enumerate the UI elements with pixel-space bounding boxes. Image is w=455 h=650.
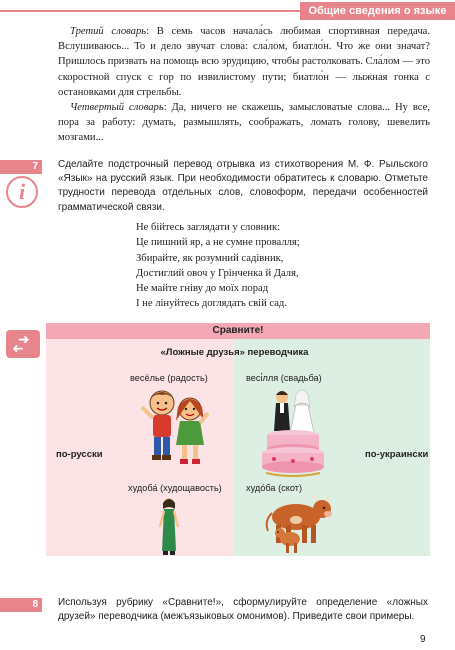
paragraph-lead: Четвертый словарь bbox=[70, 102, 164, 114]
paragraph-lead: Третий словарь bbox=[70, 26, 147, 37]
poem-line: Достиглий овоч у Грінченка й Даля, bbox=[136, 267, 299, 279]
word-ru-2: худоба́ (худощавость) bbox=[128, 483, 222, 493]
happy-children-image bbox=[140, 387, 210, 469]
page-number: 9 bbox=[420, 634, 426, 645]
paragraph-text: : В семь часов начала́сь любимая спортивная передача. Вслушиваюсь... То и дело звучат слова: сла́лом, биатло́н. Что же они значат? Пришлось призвать на помощь всю эрудицию, чтобы растолковать. Сла́лом — это скоростной спуск с гор по извилистому пути; биатло́н — лыжная гонка с остановками для стрельбы. bbox=[58, 26, 430, 98]
poem-line: Не майте гніву до моїх порад bbox=[136, 283, 269, 295]
false-friends-area bbox=[110, 339, 359, 556]
dictionary-prose bbox=[58, 24, 430, 146]
wedding-cake-image bbox=[260, 387, 326, 477]
word-uk-1: весі́лля (свадьба) bbox=[246, 373, 322, 383]
info-icon: i bbox=[6, 176, 38, 208]
task-number-7: 7 bbox=[0, 160, 42, 174]
russian-column bbox=[46, 339, 110, 556]
paragraph-third-dictionary bbox=[58, 24, 430, 100]
thin-woman-image bbox=[154, 497, 184, 555]
task-8-text: Используя рубрику «Сравните!», сформулируйте определение «ложных друзей» переводчика (межъязыковых омонимов). Приведите свои примеры. bbox=[58, 597, 428, 623]
paragraph-text: : Да, ничего не скажешь, замысловатые слова... Ну все, пора за работу: думать, размышлять, соображать, ломать голову, шевелить мозгами... bbox=[58, 102, 430, 144]
compare-arrows-icon: ➜ ➜ bbox=[6, 330, 40, 358]
paragraph-fourth-dictionary bbox=[58, 100, 430, 146]
cows-image bbox=[260, 493, 344, 555]
task-number-8: 8 bbox=[0, 598, 42, 612]
poem bbox=[136, 220, 300, 312]
poem-line: І не лінуйтесь доглядать свій сад. bbox=[136, 298, 287, 310]
poem-line: Не бійтесь заглядати у словник: bbox=[136, 222, 281, 233]
poem-line: Збирайте, як розумний садівник, bbox=[136, 252, 284, 264]
false-friends-title: «Ложные друзья» переводчика bbox=[160, 347, 309, 358]
header-rule bbox=[0, 10, 300, 12]
compare-panel bbox=[46, 323, 430, 556]
poem-line: Це пишний яр, а не сумне провалля; bbox=[136, 237, 300, 249]
russian-label: по-русски bbox=[56, 449, 103, 460]
ukrainian-column bbox=[359, 339, 430, 556]
section-title: Общие сведения о языке bbox=[300, 2, 455, 20]
ukrainian-label: по-украински bbox=[365, 449, 429, 460]
word-ru-1: весёлье (радость) bbox=[130, 373, 208, 383]
task-7-text: Сделайте подстрочный перевод отрывка из стихотворения М. Ф. Рыльского «Язык» на русский язык. При необходимости обратитесь к словарю. Отметьте трудности перевода отдельных слов, словоформ, передачи особенностей грамматической связи. bbox=[58, 159, 428, 213]
word-uk-2: худо́ба (скот) bbox=[246, 483, 303, 493]
compare-heading: Сравните! bbox=[46, 323, 430, 339]
